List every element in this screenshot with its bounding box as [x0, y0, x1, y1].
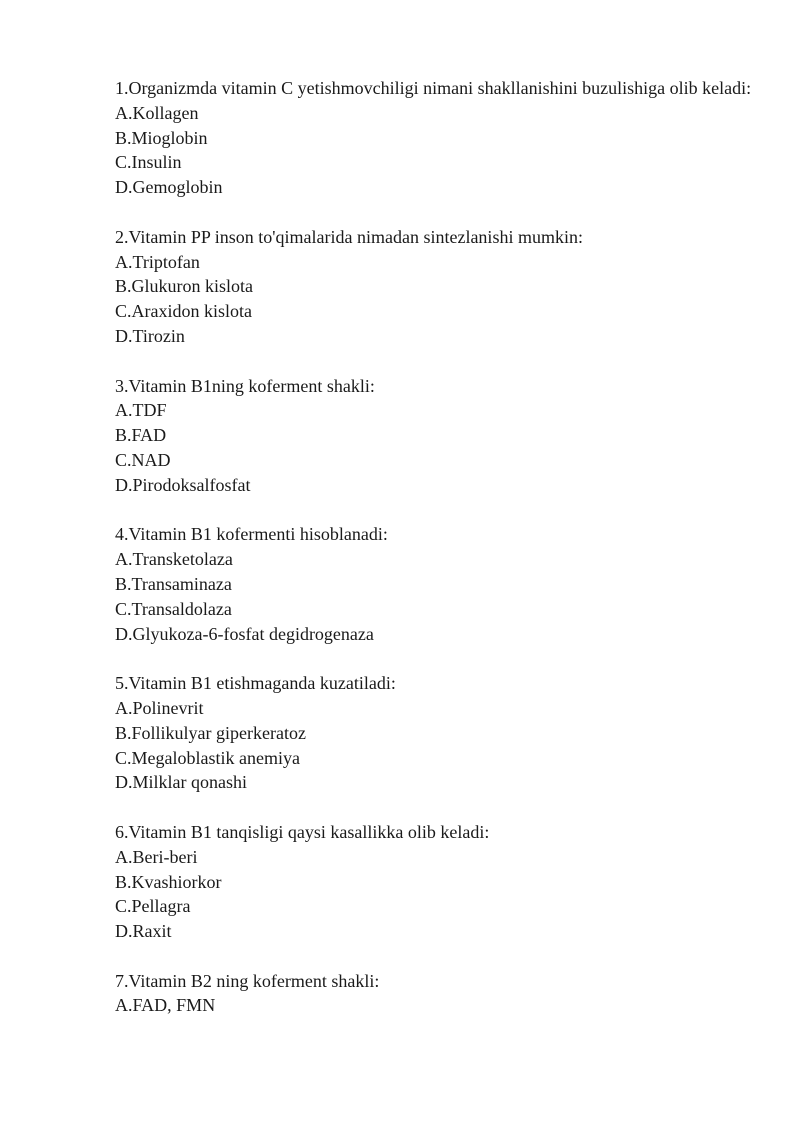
- question-text: 1.Organizmda vitamin C yetishmovchiligi nimani shakllanishini buzulishiga olib keladi:: [115, 78, 752, 98]
- option-b: B.Follikulyar giperkeratoz: [115, 722, 306, 743]
- option-c: C.Araxidon kislota: [115, 301, 252, 322]
- option-d: D.Raxit: [115, 921, 172, 942]
- question-text: 4.Vitamin B1 kofermenti hisoblanadi:: [115, 524, 388, 545]
- option-c: C.Insulin: [115, 152, 182, 173]
- option-a: A.FAD, FMN: [115, 995, 216, 1016]
- option-c: C.NAD: [115, 449, 171, 470]
- question-5: [115, 671, 755, 795]
- question-1: [115, 76, 755, 200]
- option-a: A.Kollagen: [115, 102, 199, 123]
- option-b: B.Transaminaza: [115, 573, 232, 594]
- option-d: D.Gemoglobin: [115, 177, 223, 198]
- question-text: 7.Vitamin B2 ning koferment shakli:: [115, 970, 380, 991]
- option-b: B.Glukuron kislota: [115, 276, 253, 297]
- option-d: D.Pirodoksalfosfat: [115, 474, 251, 495]
- question-text: 3.Vitamin B1ning koferment shakli:: [115, 375, 375, 396]
- question-text: 6.Vitamin B1 tanqisligi qaysi kasallikka olib keladi:: [115, 821, 490, 842]
- option-a: A.Transketolaza: [115, 549, 233, 570]
- document-page: [115, 76, 755, 1043]
- question-2: [115, 225, 755, 349]
- option-d: D.Milklar qonashi: [115, 772, 247, 793]
- option-a: A.TDF: [115, 400, 167, 421]
- option-a: A.Polinevrit: [115, 697, 204, 718]
- question-3: [115, 374, 755, 498]
- option-c: C.Megaloblastik anemiya: [115, 747, 300, 768]
- option-b: B.Mioglobin: [115, 127, 208, 148]
- option-a: A.Triptofan: [115, 251, 200, 272]
- option-d: D.Glyukoza-6-fosfat degidrogenaza: [115, 623, 374, 644]
- question-7: [115, 969, 755, 1019]
- question-4: [115, 522, 755, 646]
- question-6: [115, 820, 755, 944]
- question-text: 2.Vitamin PP inson to'qimalarida nimadan sintezlanishi mumkin:: [115, 226, 583, 247]
- question-text: 5.Vitamin B1 etishmaganda kuzatiladi:: [115, 673, 396, 694]
- option-d: D.Tirozin: [115, 325, 185, 346]
- option-a: A.Beri-beri: [115, 846, 198, 867]
- option-c: C.Pellagra: [115, 896, 191, 917]
- option-b: B.FAD: [115, 425, 167, 446]
- option-c: C.Transaldolaza: [115, 598, 232, 619]
- option-b: B.Kvashiorkor: [115, 871, 222, 892]
